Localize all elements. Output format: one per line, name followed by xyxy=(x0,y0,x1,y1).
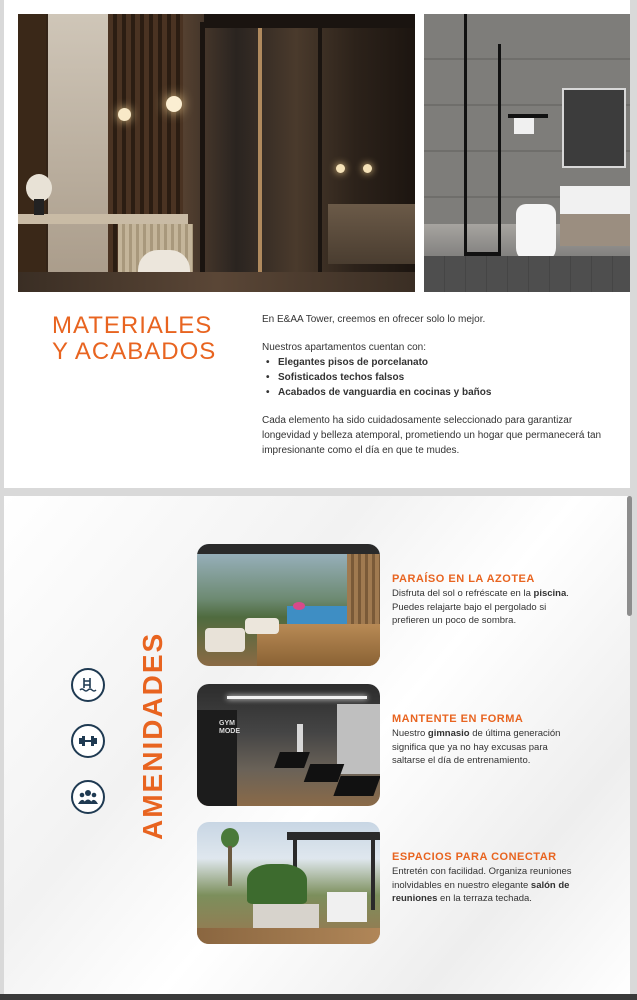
vertical-scrollbar[interactable] xyxy=(627,496,632,616)
people-icon xyxy=(71,780,105,814)
amenity-gym xyxy=(392,713,572,768)
features-intro: Nuestros apartamentos cuentan con: xyxy=(262,342,426,353)
amenity-rooftop-title: PARAÍSO EN LA AZOTEA xyxy=(392,573,535,585)
terrace-photo xyxy=(197,822,380,944)
amenity-rooftop xyxy=(392,573,572,628)
bathroom-photo xyxy=(424,14,630,292)
amenities-title: AMENIDADES xyxy=(137,631,168,840)
features-list xyxy=(262,355,602,400)
gym-mode-sign: GYM MODE xyxy=(219,720,240,735)
amenity-terrace xyxy=(392,851,572,906)
pool-icon xyxy=(71,668,105,702)
bedroom-photo xyxy=(18,14,415,292)
amenities-page xyxy=(4,496,630,996)
amenity-terrace-title: ESPACIOS PARA CONECTAR xyxy=(392,851,557,863)
gym-photo xyxy=(197,684,380,806)
materials-title-line1: MATERIALES xyxy=(52,312,213,339)
materials-title xyxy=(52,313,252,365)
closing-text: Cada elemento ha sido cuidadosamente seleccionado para garantizar longevidad y belleza atemporal, prometiendo un hogar que permanecerá tan impresionante como el día en que te mudes. xyxy=(262,415,602,456)
intro-text: En E&AA Tower, creemos en ofrecer solo lo mejor. xyxy=(262,314,486,325)
bottom-bar xyxy=(0,994,637,1000)
rooftop-pool-photo xyxy=(197,544,380,666)
amenity-terrace-desc: Entretén con facilidad. Organiza reuniones inolvidables en nuestro elegante salón de reuniones en la terraza techada. xyxy=(392,866,572,904)
amenity-rooftop-desc: Disfruta del sol o refréscate en la piscina. Puedes relajarte bajo el pergolado si prefieren un poco de sombra. xyxy=(392,588,569,626)
amenity-gym-desc: Nuestro gimnasio de última generación significa que ya no hay excusas para saltarse el día de entrenamiento. xyxy=(392,728,561,766)
materials-page xyxy=(4,0,630,488)
feature-item: • Acabados de vanguardia en cocinas y baños xyxy=(278,385,602,400)
amenity-gym-title: MANTENTE EN FORMA xyxy=(392,713,524,725)
dumbbell-icon xyxy=(71,724,105,758)
materials-body xyxy=(262,312,602,458)
materials-title-line2: Y ACABADOS xyxy=(52,338,217,365)
feature-item: • Elegantes pisos de porcelanato xyxy=(278,355,602,370)
feature-item: • Sofisticados techos falsos xyxy=(278,370,602,385)
